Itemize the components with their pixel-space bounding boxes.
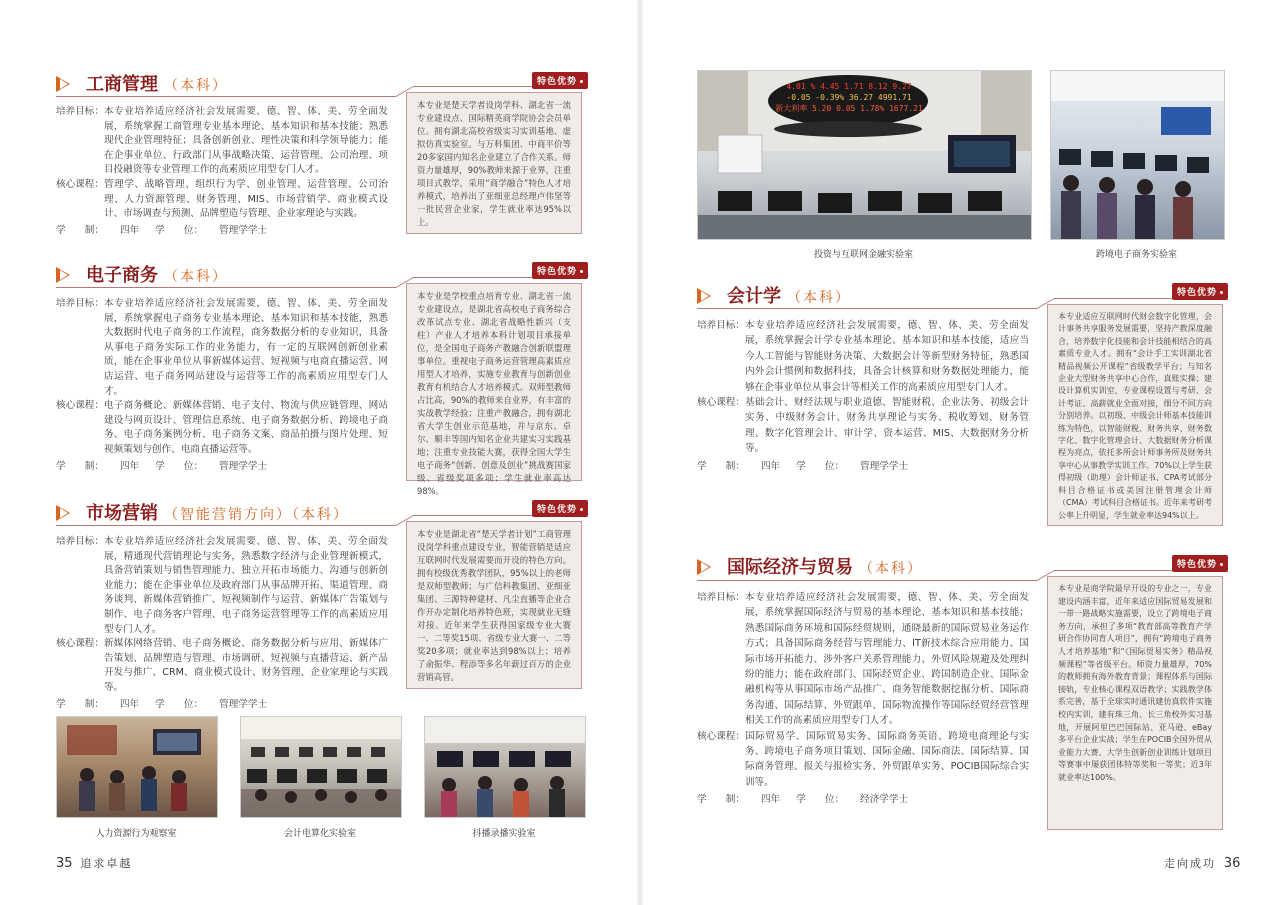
photo-caption: 跨境电子商务实验室 [1095, 250, 1177, 260]
core-courses: 新媒体网络营销、电子商务概论、商务数据分析与应用、新媒体广告策划、品牌塑造与管理、市场调研、短视频与直播营运、新产品开发与推广、CRM、商业模式设计、财务管理、企业家理论与实践等。 [103, 638, 388, 693]
training-goal: 本专业培养适应经济社会发展需要，德、智、体、美、劳全面发展，系统掌握国际经济与贸易的基本理论、基本知识和基本技能；熟悉国际商务环境和国际经贸规则，通晓最新的国际贸易业务运作方式；具备国际商务经营与管理能力、IT新技术综合应用能力、国际市场开拓能力、涉外客户关系管理能力、外贸风险规避及处理纠纷的能力；能在政府部门、国际经贸企业、跨国制造企业、国际金融机构等从事国际市场产品推广、商务智能数据挖掘分析、国际商务沟通、国际结算、外贸跟单、国际物流操作等国际经贸经营管理相关工作的高素质应用型专门人才。 [744, 592, 1029, 727]
hr-lab-scene [57, 717, 217, 817]
feature-box: 本专业是商学院最早开设的专业之一，专业建设内涵丰富，近年来适应国际贸易发展和一带一路战略实施需要，设立了跨境电子商务方向，承担了多项“教育部高等教育产学研合作协同育人项目”，拥有“跨境电子商务人才培养基地”和“《国际贸易实务》精品视频课程”等省级平台。师资力量雄厚，70%的教师拥有海外教育背景；课程体系与国际接轨，专业核心课程双语教学；实践教学体系完善，基于全球实时通讯建仿真软件实施校内实训，建有珠三角、长三角校外实习基地，开展阿里巴巴国际站、亚马逊、eBay多平台企业实战；学生在POCIB全国外贸从业能力大赛、大学生创新创业训练计划项目等赛事中屡获团体特等奖和一等奖；近3年就业率达100%。 [1047, 576, 1223, 830]
feature-box: 本专业是湖北省“楚天学者计划”工商管理设岗学科重点建设专业，智能营销是适应互联网时代发展需要而开设的特色方向。拥有校级优秀教学团队，95%以上的老师是双师型教师；与广信科教集团、亚细亚集团、三源特种建材、凡尘直播等企业合作开办定制化培养特色班，实现就业无缝对接。近年来学生获得国家级专业大赛一、二等奖15项、省级专业大赛一、二等奖20多项；就业率达到98%以上；培养了俞振华、程添等多名年薪过百万的企业营销高管。 [406, 521, 582, 689]
divider [56, 525, 396, 526]
training-goal: 本专业培养适应经济社会发展需要、德、智、体、美、劳全面发展，系统掌握工商管理专业基本理论、基本知识和基本技能；熟悉现代企业管理特征；具备创新创业、理性决策和科学领导能力；能在企事业单位、行政部门从事战略决策、运营管理、公司治理、项目投融资等专业管理工作的高素质应用型专门人才。 [103, 106, 388, 176]
cross-border-lab-photo [1050, 70, 1225, 240]
photo-caption: 抖播录播实验室 [472, 829, 536, 839]
right-page [640, 0, 1280, 905]
divider [697, 308, 1037, 309]
section-body-ecommerce: 培养目标： 本专业培养适应经济社会发展需要，德、智、体、美、劳全面发展，系统掌握电子商务专业基本理论、基本知识和基本技能，熟悉大数据时代电子商务的工作流程，商务数据分析的专业知识，具备从事电子商务实际工作的业务能力，有一定的互联网创新创业素质，能在企事业单位从事新媒体运营、短视频与电商直播运营、网店运营、电子商务网站建设与运营等工作的高素质应用型专门人才。 核心课程： 电子商务概论、新媒体营销、电子支付、物流与供应链管理、网站建设与网页设计、管理信息系统、电子商务数据分析、跨境电子商务、电子商务案例分析、电子商务文案、商品拍摄与图片处理、短视频策划与创作、电商直播运营等。 学 制： 四年 学 位： 管理学学士 [56, 298, 388, 472]
core-courses: 管理学、战略管理、组织行为学、创业管理、运营管理、公司治理、人力资源管理、财务管理、MIS、市场营销学、商业模式设计、市场调查与预测、品牌塑造与管理、企业家理论与实践。 [103, 178, 388, 220]
section-body-business: 培养目标： 本专业培养适应经济社会发展需要、德、智、体、美、劳全面发展，系统掌握工商管理专业基本理论、基本知识和基本技能；熟悉现代企业管理特征；具备创新创业、理性决策和科学领导能力；能在企事业单位、行政部门从事战略决策、运营管理、公司治理、项目投融资等专业管理工作的高素质应用型专门人才。 核心课程： 管理学、战略管理、组织行为学、创业管理、运营管理、公司治理、人力资源管理、财务管理、MIS、市场营销学、商业模式设计、市场调查与预测、品牌塑造与管理、企业家理论与实践。 学 制： 四年 学 位： 管理学学士 [56, 106, 388, 236]
live-lab-photo [424, 716, 586, 818]
ticker-display: 4.01 % 4.45 1.71 8.12 9.27 -0.05 -0.39% 36.27 4991.71 新大利率 5.20 0.05 1.78% 1677.21 [775, 82, 923, 113]
feature-badge: 特色优势 [1172, 555, 1228, 572]
section-header-trade [697, 553, 1017, 583]
length-value: 四年 [760, 460, 781, 472]
training-goal: 本专业培养适应经济社会发展需要，德、智、体、美、劳全面发展，系统掌握电子商务专业基本理论、基本知识和基本技能，熟悉大数据时代电子商务的工作流程，商务数据分析的专业知识，具备从事电子商务实际工作的业务能力，有一定的互联网创新创业素质，能在企事业单位从事新媒体运营、短视频与电商直播运营、网店运营、电子商务网站建设与运营等工作的高素质应用型专门人才。 [103, 298, 388, 397]
divider [697, 580, 1037, 581]
length-value: 四年 [119, 460, 140, 472]
page-number: 36 [1223, 856, 1241, 871]
length-value: 四年 [119, 698, 140, 710]
feature-badge: 特色优势 [532, 262, 588, 279]
section-body-accounting: 培养目标： 本专业培养适应经济社会发展需要，德、智、体、美、劳全面发展，系统掌握会计学专业基本理论、基本知识和基本技能，适应当今人工智能与智能财务决策、大数据会计等新型财务特征，熟悉国内外会计惯例和数据科技，具备会计核算和财务数据处理能力，能够在企事业单位从事会计等相关工作的高素质应用型专门人才。 核心课程： 基础会计、财经法规与职业道德、智能财税、企业法务、初级会计实务、中级财务会计、财务共享理论与实务、税收筹划、财务管理、数字化管理会计、审计学、资本运营、MIS、大数据财务分析等。 学 制： 四年 学 位： 管理学学士 [697, 320, 1029, 472]
section-title: 会计学 （本科） [727, 286, 851, 307]
section-body-trade: 培养目标： 本专业培养适应经济社会发展需要，德、智、体、美、劳全面发展，系统掌握国际经济与贸易的基本理论、基本知识和基本技能；熟悉国际商务环境和国际经贸规则，通晓最新的国际贸易业务运作方式；具备国际商务经营与管理能力、IT新技术综合应用能力、国际市场开拓能力、涉外客户关系管理能力、外贸风险规避及处理纠纷的能力；能在政府部门、国际经贸企业、跨国制造企业、国际金融机构等从事国际市场产品推广、商务智能数据挖掘分析、国际商务沟通、国际结算、外贸跟单、国际物流操作等国际经贸经营管理相关工作的高素质应用型专门人才。 核心课程： 国际贸易学、国际贸易实务、国际商务英语、跨境电商理论与实务、跨境电子商务项目策划、国际金融、国际商法、国际结算、国际商务管理、报关与报检实务、外贸跟单实务、POCIB国际综合实训等。 学 制： 四年 学 位： 经济学学士 [697, 592, 1029, 806]
training-goal: 本专业培养适应经济社会发展需要、德、智、体、美、劳全面发展，精通现代营销理论与实务，熟悉数字经济与企业管理新模式，具备营销策划与销售管理能力、独立开拓市场能力、沟通与创新创业能力；能在企事业单位及政府部门从事品牌开拓、渠道管理、商务谈判、新媒体营销推广、短视频制作与运营、新媒体广告策划与制作、电子商务客户管理、电子商务运营管理等工作的高素质应用型专门人才。 [103, 536, 388, 635]
hr-lab-photo [56, 716, 218, 818]
photo-caption: 会计电算化实验室 [283, 829, 356, 839]
section-title: 电子商务 （本科） [86, 265, 228, 286]
page-number: 35 [56, 856, 73, 871]
length-value: 四年 [760, 794, 781, 806]
degree-value: 管理学学士 [219, 224, 268, 236]
degree-value: 管理学学士 [860, 460, 909, 472]
feature-badge: 特色优势 [532, 72, 588, 89]
section-body-marketing: 培养目标： 本专业培养适应经济社会发展需要、德、智、体、美、劳全面发展，精通现代营销理论与实务，熟悉数字经济与企业管理新模式，具备营销策划与销售管理能力、独立开拓市场能力、沟通与创新创业能力；能在企事业单位及政府部门从事品牌开拓、渠道管理、商务谈判、新媒体营销推广、短视频制作与运营、新媒体广告策划与制作、电子商务客户管理、电子商务运营管理等工作的高素质应用型专门人才。 核心课程： 新媒体网络营销、电子商务概论、商务数据分析与应用、新媒体广告策划、品牌塑造与管理、市场调研、短视频与直播营运、新产品开发与推广、CRM、商业模式设计、财务管理、企业家理论与实践等。 学 制： 四年 学 位： 管理学学士 [56, 536, 388, 710]
section-title: 工商管理 （本科） [86, 74, 228, 95]
core-courses: 电子商务概论、新媒体营销、电子支付、物流与供应链管理、网站建设与网页设计、管理信息系统、电子商务数据分析、跨境电子商务、电子商务案例分析、电子商务文案、商品拍摄与图片处理、短视频策划与创作、电商直播运营等。 [103, 400, 388, 455]
degree-value: 经济学学士 [860, 794, 909, 806]
section-title: 国际经济与贸易 （本科） [727, 557, 923, 578]
training-goal: 本专业培养适应经济社会发展需要，德、智、体、美、劳全面发展，系统掌握会计学专业基本理论、基本知识和基本技能，适应当今人工智能与智能财务决策、大数据会计等新型财务特征，熟悉国内外会计惯例和数据科技，具备会计核算和财务数据处理能力，能够在企事业单位从事会计等相关工作的高素质应用型专门人才。 [744, 320, 1029, 393]
core-courses: 国际贸易学、国际贸易实务、国际商务英语、跨境电商理论与实务、跨境电子商务项目策划、国际金融、国际商法、国际结算、国际商务管理、报关与报检实务、外贸跟单实务、POCIB国际综合实训等。 [744, 730, 1029, 788]
feature-box: 本专业适应互联网时代财会数字化管理，会计事务共享服务发展需要，坚持产教深度融合，培养数字化技能和会计技能相结合的高素质专业人才。拥有“会计手工实训湖北省精品视频公开课程”省级教学平台；与知名企业大型财务共享中心合作，真账实操；建设计算机实训室，专业课程设置与考研、会计考证、高薪就业全面对接，细分不同方向分别培养。以初级、中级会计师基本技能训练为特色，以智能财税、财务共享、财务数字化、数字化管理会计、大数据财务分析课程为亮点，依托多所会计师事务所及财务共享中心从事教学实训工作。70%以上学生获得初级（助理）会计师证书、CPA考试部分科目合格证书或美国注册管理会计师（CMA）考试科目合格证书。近年来考研考公率上升明显，学生就业率达94%以上。 [1047, 304, 1223, 526]
feature-box: 本专业是学校重点培育专业、湖北省一流专业建设点，是湖北省高校电子商务综合改革试点专业、湖北省战略性新兴（支柱）产业人才培养本科计划项目承接单位，是全国电子商务产教融合创新联盟理事单位。重视电子商务运营管理高素质应用型人才培养，实施专业教育与创新创业教育有机结合人才培养模式。双师型教师占比高，90%的教师来自业界，有丰富的实战教学经验；注重产教融合，拥有湖北省大学生创业示范基地，并与京东、卓尔、顺丰等国内知名企业共建实习实践基地；注重专业技能大赛，获得全国大学生电子商务“创新、创意及创业”挑战赛国家级、省级奖项多项；学生就业率高达98%。 [406, 283, 582, 481]
footer-right [1160, 855, 1240, 871]
feature-badge: 特色优势 [1172, 283, 1228, 300]
degree-value: 管理学学士 [219, 460, 268, 472]
photo-caption: 人力资源行为观察室 [95, 829, 177, 839]
core-courses: 基础会计、财经法规与职业道德、智能财税、企业法务、初级会计实务、中级财务会计、财务共享理论与实务、税收筹划、财务管理、数字化管理会计、审计学、资本运营、MIS、大数据财务分析等。 [744, 397, 1029, 455]
degree-value: 管理学学士 [219, 698, 268, 710]
divider [56, 96, 396, 97]
page-slogan: 追求卓越 [80, 857, 133, 870]
photo-caption: 投资与互联网金融实验室 [813, 250, 913, 260]
divider [56, 287, 396, 288]
length-value: 四年 [119, 224, 140, 236]
live-lab-scene [425, 717, 585, 817]
page-slogan: 走向成功 [1164, 857, 1216, 870]
footer-left [56, 855, 136, 871]
accounting-lab-photo [240, 716, 402, 818]
cross-border-lab-scene [1051, 71, 1224, 239]
section-title: 市场营销 （智能营销方向）（本科） [86, 503, 349, 524]
feature-badge: 特色优势 [532, 500, 588, 517]
feature-box: 本专业是楚天学者设岗学科、湖北省一流专业建设点、国际精英商学院协会会员单位。拥有湖北高校省级实习实训基地、虚拟仿真实验室。与万科集团、中商平价等20多家国内知名企业建立了合作关系。师资力量雄厚，90%教师来源于业界，注重项目式教学，采用“商学融合”特色人才培养模式，培养出了亚细亚总经理卢伟坚等一批民营企业家，学生就业率达95%以上。 [406, 92, 582, 234]
finance-lab-photo [697, 70, 1032, 240]
accounting-lab-scene [241, 717, 401, 817]
